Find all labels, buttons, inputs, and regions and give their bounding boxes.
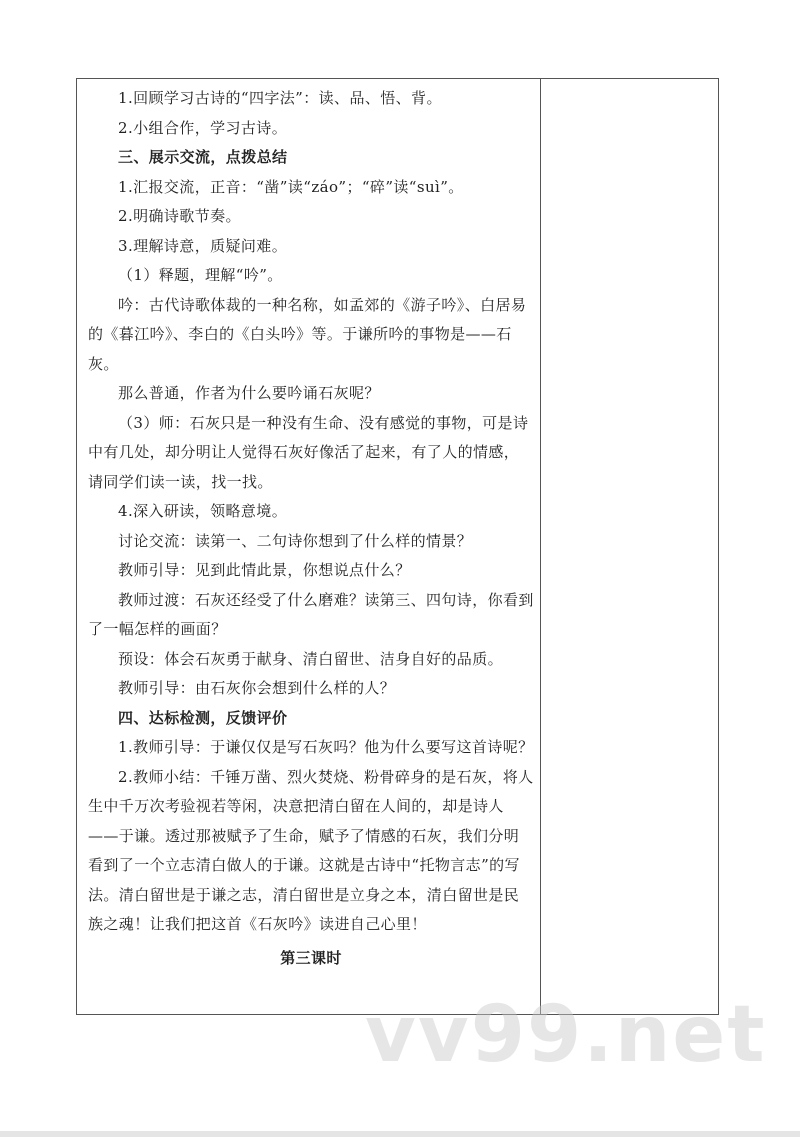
table-column-divider	[540, 78, 541, 1015]
paragraph: 4.深入研读，领略意境。	[118, 502, 288, 520]
paragraph: 教师过渡：石灰还经受了什么磨难？读第三、四句诗，你看到了一幅怎样的画面？	[88, 590, 534, 638]
section-heading: 三、展示交流，点拨总结	[118, 148, 288, 166]
paragraph: 2.教师小结：千锤万凿、烈火焚烧、粉骨碎身的是石灰，将人生中千万次考验视若等闲，决意把清白留在人间的，却是诗人——于谦。透过那被赋予了生命，赋予了情感的石灰，我们分明看到了一个立志清白做人的于谦。这就是古诗中“托物言志”的写法。清白留世是于谦之志，清白留世是立身之本，清白留世是民族之魂！让我们把这首《石灰吟》读进自己心里！	[88, 767, 534, 933]
paragraph: 吟：古代诗歌体裁的一种名称，如孟郊的《游子吟》、白居易的《暮江吟》、李白的《白头吟》等。于谦所吟的事物是——石灰。	[88, 295, 527, 373]
paragraph: 1.教师引导：于谦仅仅是写石灰吗？他为什么要写这首诗呢？	[118, 738, 534, 756]
paragraph: 教师引导：由石灰你会想到什么样的人？	[118, 679, 396, 697]
paragraph: 讨论交流：读第一、二句诗你想到了什么样的情景？	[118, 531, 473, 550]
section-heading: 四、达标检测，反馈评价	[118, 708, 288, 727]
paragraph: 2.小组合作，学习古诗。	[118, 118, 288, 137]
watermark: vv99.net	[365, 990, 767, 1080]
paragraph: 1.汇报交流，正音：“凿”读“záo”；“碎”读“suì”。	[118, 177, 464, 196]
paragraph: 预设：体会石灰勇于献身、清白留世、洁身自好的品质。	[118, 649, 504, 668]
paragraph: 2.明确诗歌节奏。	[118, 207, 241, 225]
page-bottom-edge	[0, 1131, 800, 1137]
paragraph: （3）师：石灰只是一种没有生命、没有感觉的事物，可是诗中有几处，却分明让人觉得石灰好像活了起来，有了人的情感，请同学们读一读，找一找。	[88, 413, 529, 491]
paragraph: 教师引导：见到此情此景，你想说点什么？	[118, 561, 411, 579]
paragraph: 那么普通，作者为什么要吟诵石灰呢？	[118, 384, 380, 402]
paragraph: （1）释题，理解“吟”。	[118, 266, 283, 284]
lesson-content-cell	[88, 84, 534, 973]
paragraph: 1.回顾学习古诗的“四字法”：读、品、悟、背。	[118, 89, 442, 107]
lesson-period-title: 第三课时	[280, 948, 342, 967]
paragraph: 3.理解诗意，质疑问难。	[118, 236, 288, 255]
